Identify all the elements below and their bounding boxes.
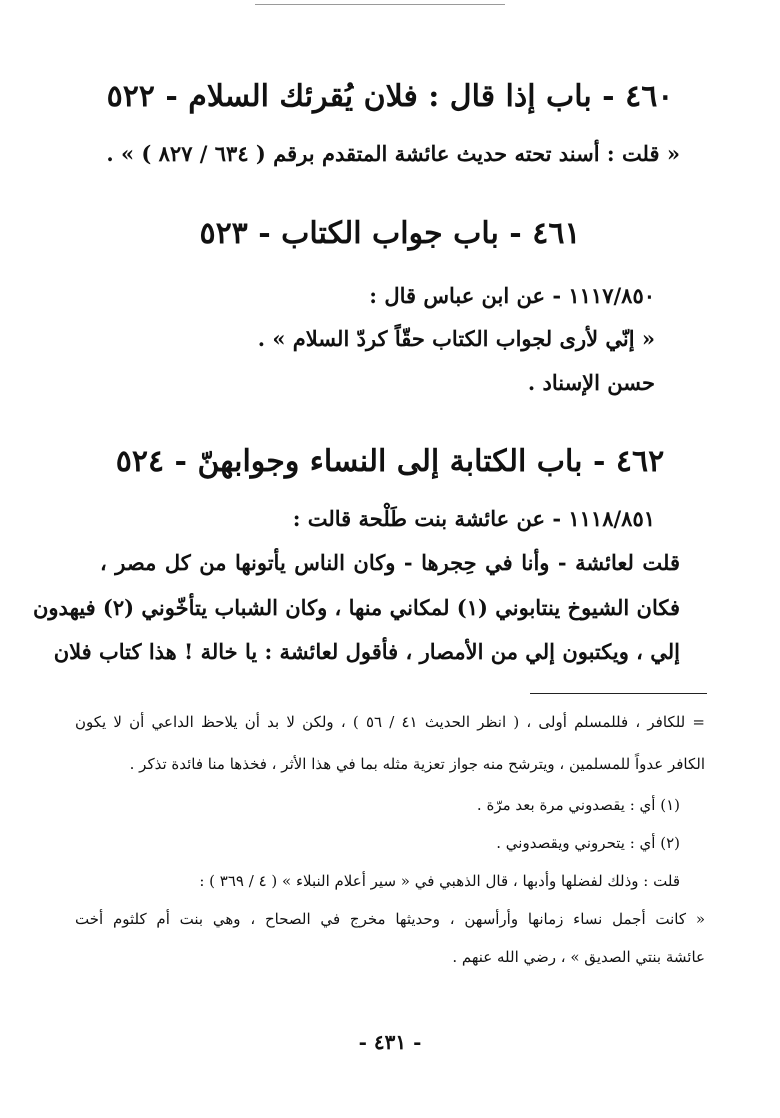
- footnote-1: (١) أي : يقصدوني مرة بعد مرّة .: [476, 796, 680, 814]
- hadith-1118-line-3: إلي ، ويكتبون إلي من الأمصار ، فأقول لعائشة : يا خالة ! هذا كتاب فلان: [53, 639, 680, 664]
- footnote-continuation-2: الكافر عدواً للمسلمين ، ويترشح منه جواز تعزية مثله بما في هذا الأثر ، فخذها منا فائدة تذكر .: [129, 755, 705, 773]
- hadith-1118-intro: ١١١٨/٨٥١ - عن عائشة بنت طَلْحة قالت :: [292, 506, 655, 531]
- page-number: - ٤٣١ -: [358, 1030, 422, 1054]
- footnote-2-note-1: قلت : وذلك لفضلها وأدبها ، قال الذهبي في « سير أعلام النبلاء » ( ٤ / ٣٦٩ ) :: [199, 872, 680, 890]
- hadith-1118-line-1: قلت لعائشة - وأنا في حِجرها - وكان الناس يأتونها من كل مصر ،: [100, 550, 680, 575]
- footnote-2-note-3: عائشة بنتي الصديق » ، رضي الله عنهم .: [452, 948, 705, 966]
- chapter-460-note: « قلت : أسند تحته حديث عائشة المتقدم برقم ( ٦٣٤ / ٨٢٧ ) » .: [106, 141, 680, 166]
- hadith-1117-intro: ١١١٧/٨٥٠ - عن ابن عباس قال :: [369, 283, 655, 308]
- chapter-heading-461: ٤٦١ - باب جواب الكتاب - ٥٢٣: [199, 216, 581, 251]
- footnote-separator: [530, 693, 707, 694]
- hadith-1117-text: « إنّي لأرى لجواب الكتاب حقّاً كردّ السلام » .: [257, 326, 655, 351]
- footnote-2-note-2: « كانت أجمل نساء زمانها وأرأسهن ، وحديثها مخرج في الصحاح ، وهي بنت أم كلثوم أخت: [75, 910, 705, 928]
- hadith-1118-line-2: فكان الشيوخ ينتابوني (١) لمكاني منها ، وكان الشباب يتأخّوني (٢) فيهدون: [32, 595, 680, 620]
- footnote-continuation-1: = للكافر ، فللمسلم أولى ، ( انظر الحديث ٤١ / ٥٦ ) ، ولكن لا بد أن يلاحظ الداعي أن لا يكون: [75, 713, 705, 731]
- chapter-heading-460: ٤٦٠ - باب إذا قال : فلان يُقرئك السلام - ٥٢٢: [106, 79, 674, 114]
- footnote-2: (٢) أي : يتحروني ويقصدوني .: [496, 834, 680, 852]
- chapter-heading-462: ٤٦٢ - باب الكتابة إلى النساء وجوابهنّ - ٥٢٤: [115, 444, 665, 479]
- hadith-1117-grading: حسن الإسناد .: [527, 370, 655, 395]
- top-edge-rule: [255, 4, 505, 5]
